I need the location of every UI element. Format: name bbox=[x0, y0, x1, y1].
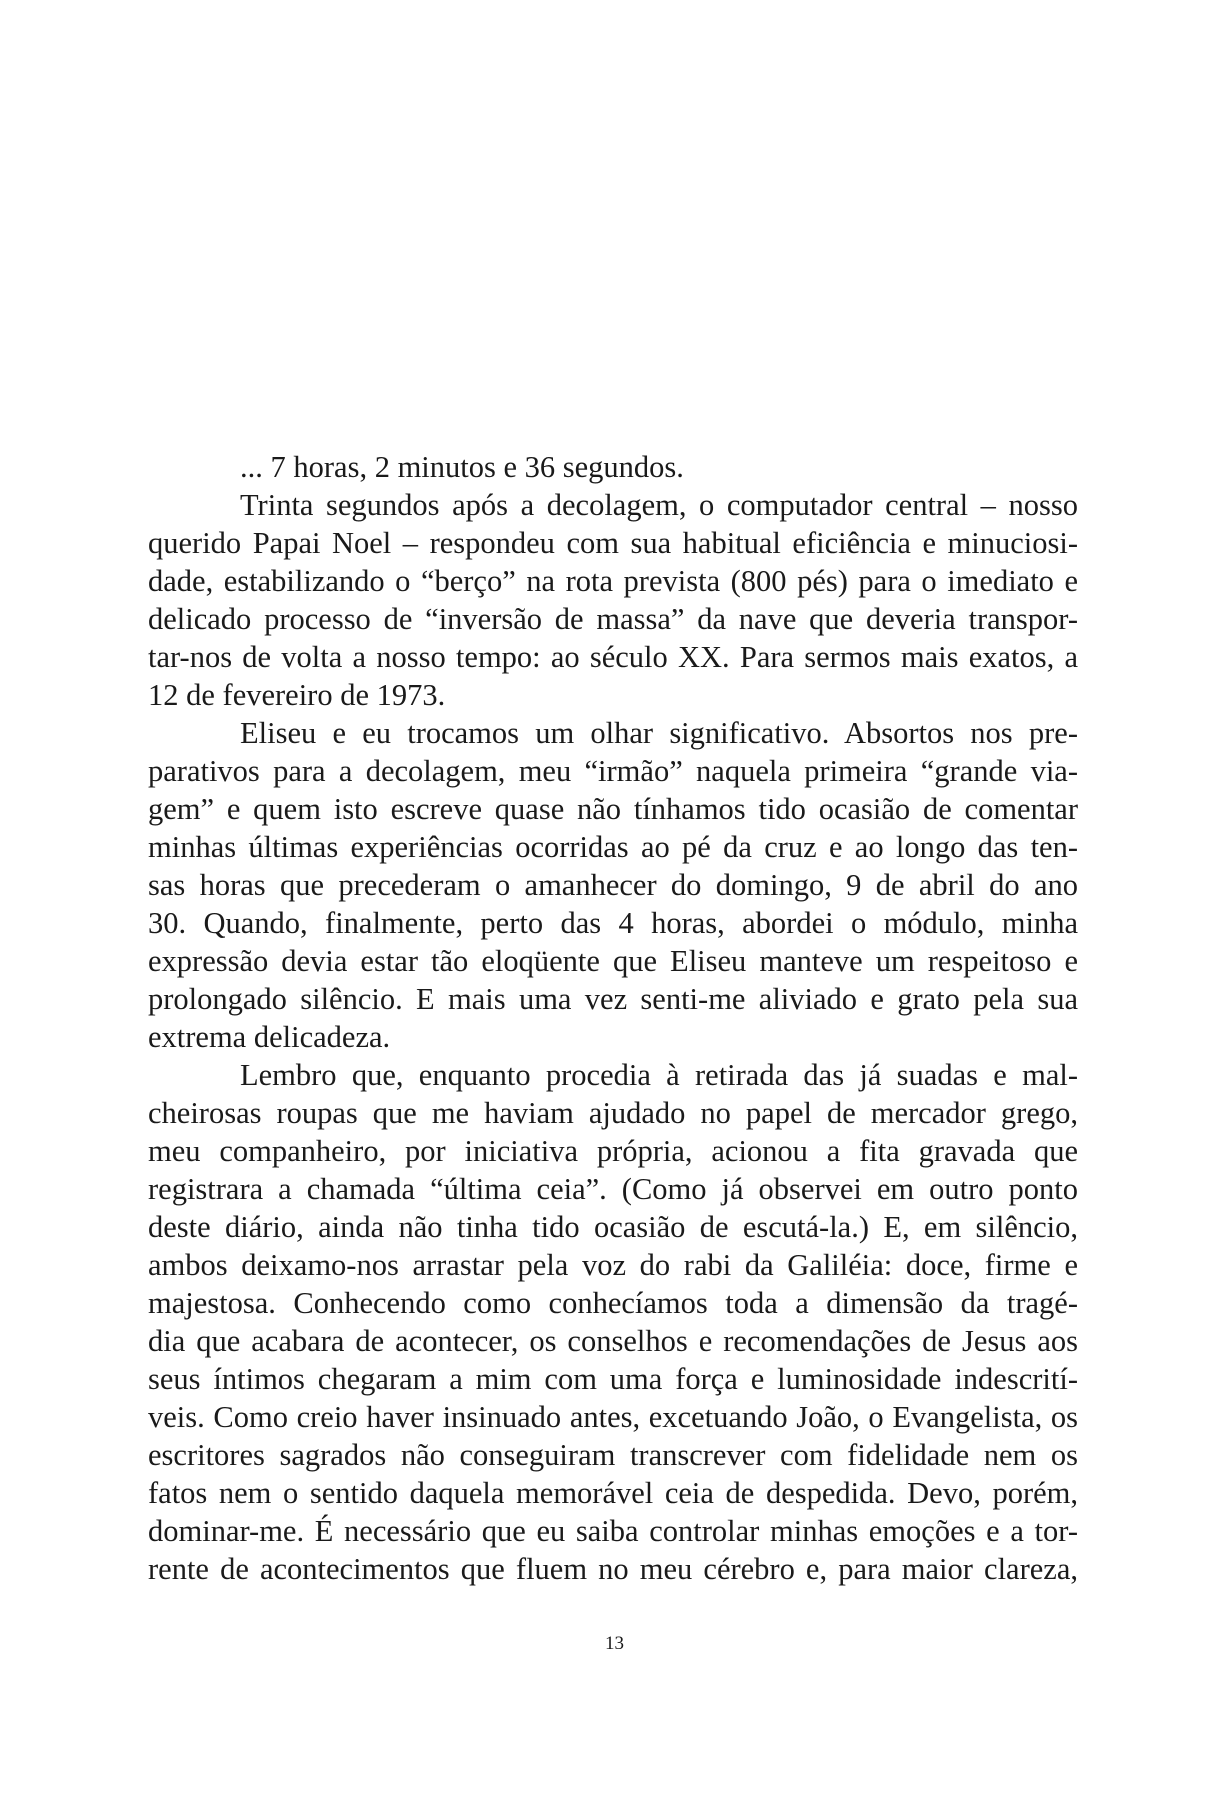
text-line: delicado processo de “inversão de massa” da nave que deveria transpor- bbox=[148, 602, 1078, 636]
text-line: dade, estabilizando o “berço” na rota prevista (800 pés) para o imediato e bbox=[148, 564, 1078, 598]
paragraph-first-line: Eliseu e eu trocamos um olhar significativo. Absortos nos pre- bbox=[240, 716, 1078, 750]
text-line: dominar-me. É necessário que eu saiba controlar minhas emoções e a tor- bbox=[148, 1514, 1078, 1548]
text-line: registrara a chamada “última ceia”. (Como já observei em outro ponto bbox=[148, 1172, 1078, 1206]
text-line: 30. Quando, finalmente, perto das 4 horas, abordei o módulo, minha bbox=[148, 906, 1078, 940]
text-line: expressão devia estar tão eloqüente que Eliseu manteve um respeitoso e bbox=[148, 944, 1078, 978]
paragraph-first-line: Trinta segundos após a decolagem, o computador central – nosso bbox=[240, 488, 1078, 522]
text-line: tar-nos de volta a nosso tempo: ao século XX. Para sermos mais exatos, a bbox=[148, 640, 1078, 674]
text-line: ambos deixamo-nos arrastar pela voz do rabi da Galiléia: doce, firme e bbox=[148, 1248, 1078, 1282]
paragraph-first-line: Lembro que, enquanto procedia à retirada das já suadas e mal- bbox=[240, 1058, 1078, 1092]
text-line: parativos para a decolagem, meu “irmão” naquela primeira “grande via- bbox=[148, 754, 1078, 788]
page-number: 13 bbox=[605, 1633, 624, 1654]
text-line: deste diário, ainda não tinha tido ocasião de escutá-la.) E, em silêncio, bbox=[148, 1210, 1078, 1244]
text-line: cheirosas roupas que me haviam ajudado no papel de mercador grego, bbox=[148, 1096, 1078, 1130]
text-line: veis. Como creio haver insinuado antes, excetuando João, o Evangelista, os bbox=[148, 1400, 1078, 1434]
text-line: querido Papai Noel – respondeu com sua habitual eficiência e minuciosi- bbox=[148, 526, 1078, 560]
text-line: minhas últimas experiências ocorridas ao pé da cruz e ao longo das ten- bbox=[148, 830, 1078, 864]
text-line: prolongado silêncio. E mais uma vez senti-me aliviado e grato pela sua bbox=[148, 982, 1078, 1016]
text-line: extrema delicadeza. bbox=[148, 1020, 391, 1054]
text-line: gem” e quem isto escreve quase não tínhamos tido ocasião de comentar bbox=[148, 792, 1078, 826]
text-line: meu companheiro, por iniciativa própria, acionou a fita gravada que bbox=[148, 1134, 1078, 1168]
text-line: ... 7 horas, 2 minutos e 36 segundos. bbox=[240, 450, 684, 484]
body-text bbox=[148, 448, 1078, 1588]
text-line: dia que acabara de acontecer, os conselhos e recomendações de Jesus aos bbox=[148, 1324, 1078, 1358]
text-line: seus íntimos chegaram a mim com uma força e luminosidade indescrití- bbox=[148, 1362, 1078, 1396]
text-line: 12 de fevereiro de 1973. bbox=[148, 678, 446, 712]
text-line: escritores sagrados não conseguiram transcrever com fidelidade nem os bbox=[148, 1438, 1078, 1472]
text-line: rente de acontecimentos que fluem no meu cérebro e, para maior clareza, bbox=[148, 1552, 1078, 1586]
text-line: sas horas que precederam o amanhecer do domingo, 9 de abril do ano bbox=[148, 868, 1078, 902]
text-line: majestosa. Conhecendo como conhecíamos toda a dimensão da tragé- bbox=[148, 1286, 1078, 1320]
text-line: fatos nem o sentido daquela memorável ceia de despedida. Devo, porém, bbox=[148, 1476, 1078, 1510]
